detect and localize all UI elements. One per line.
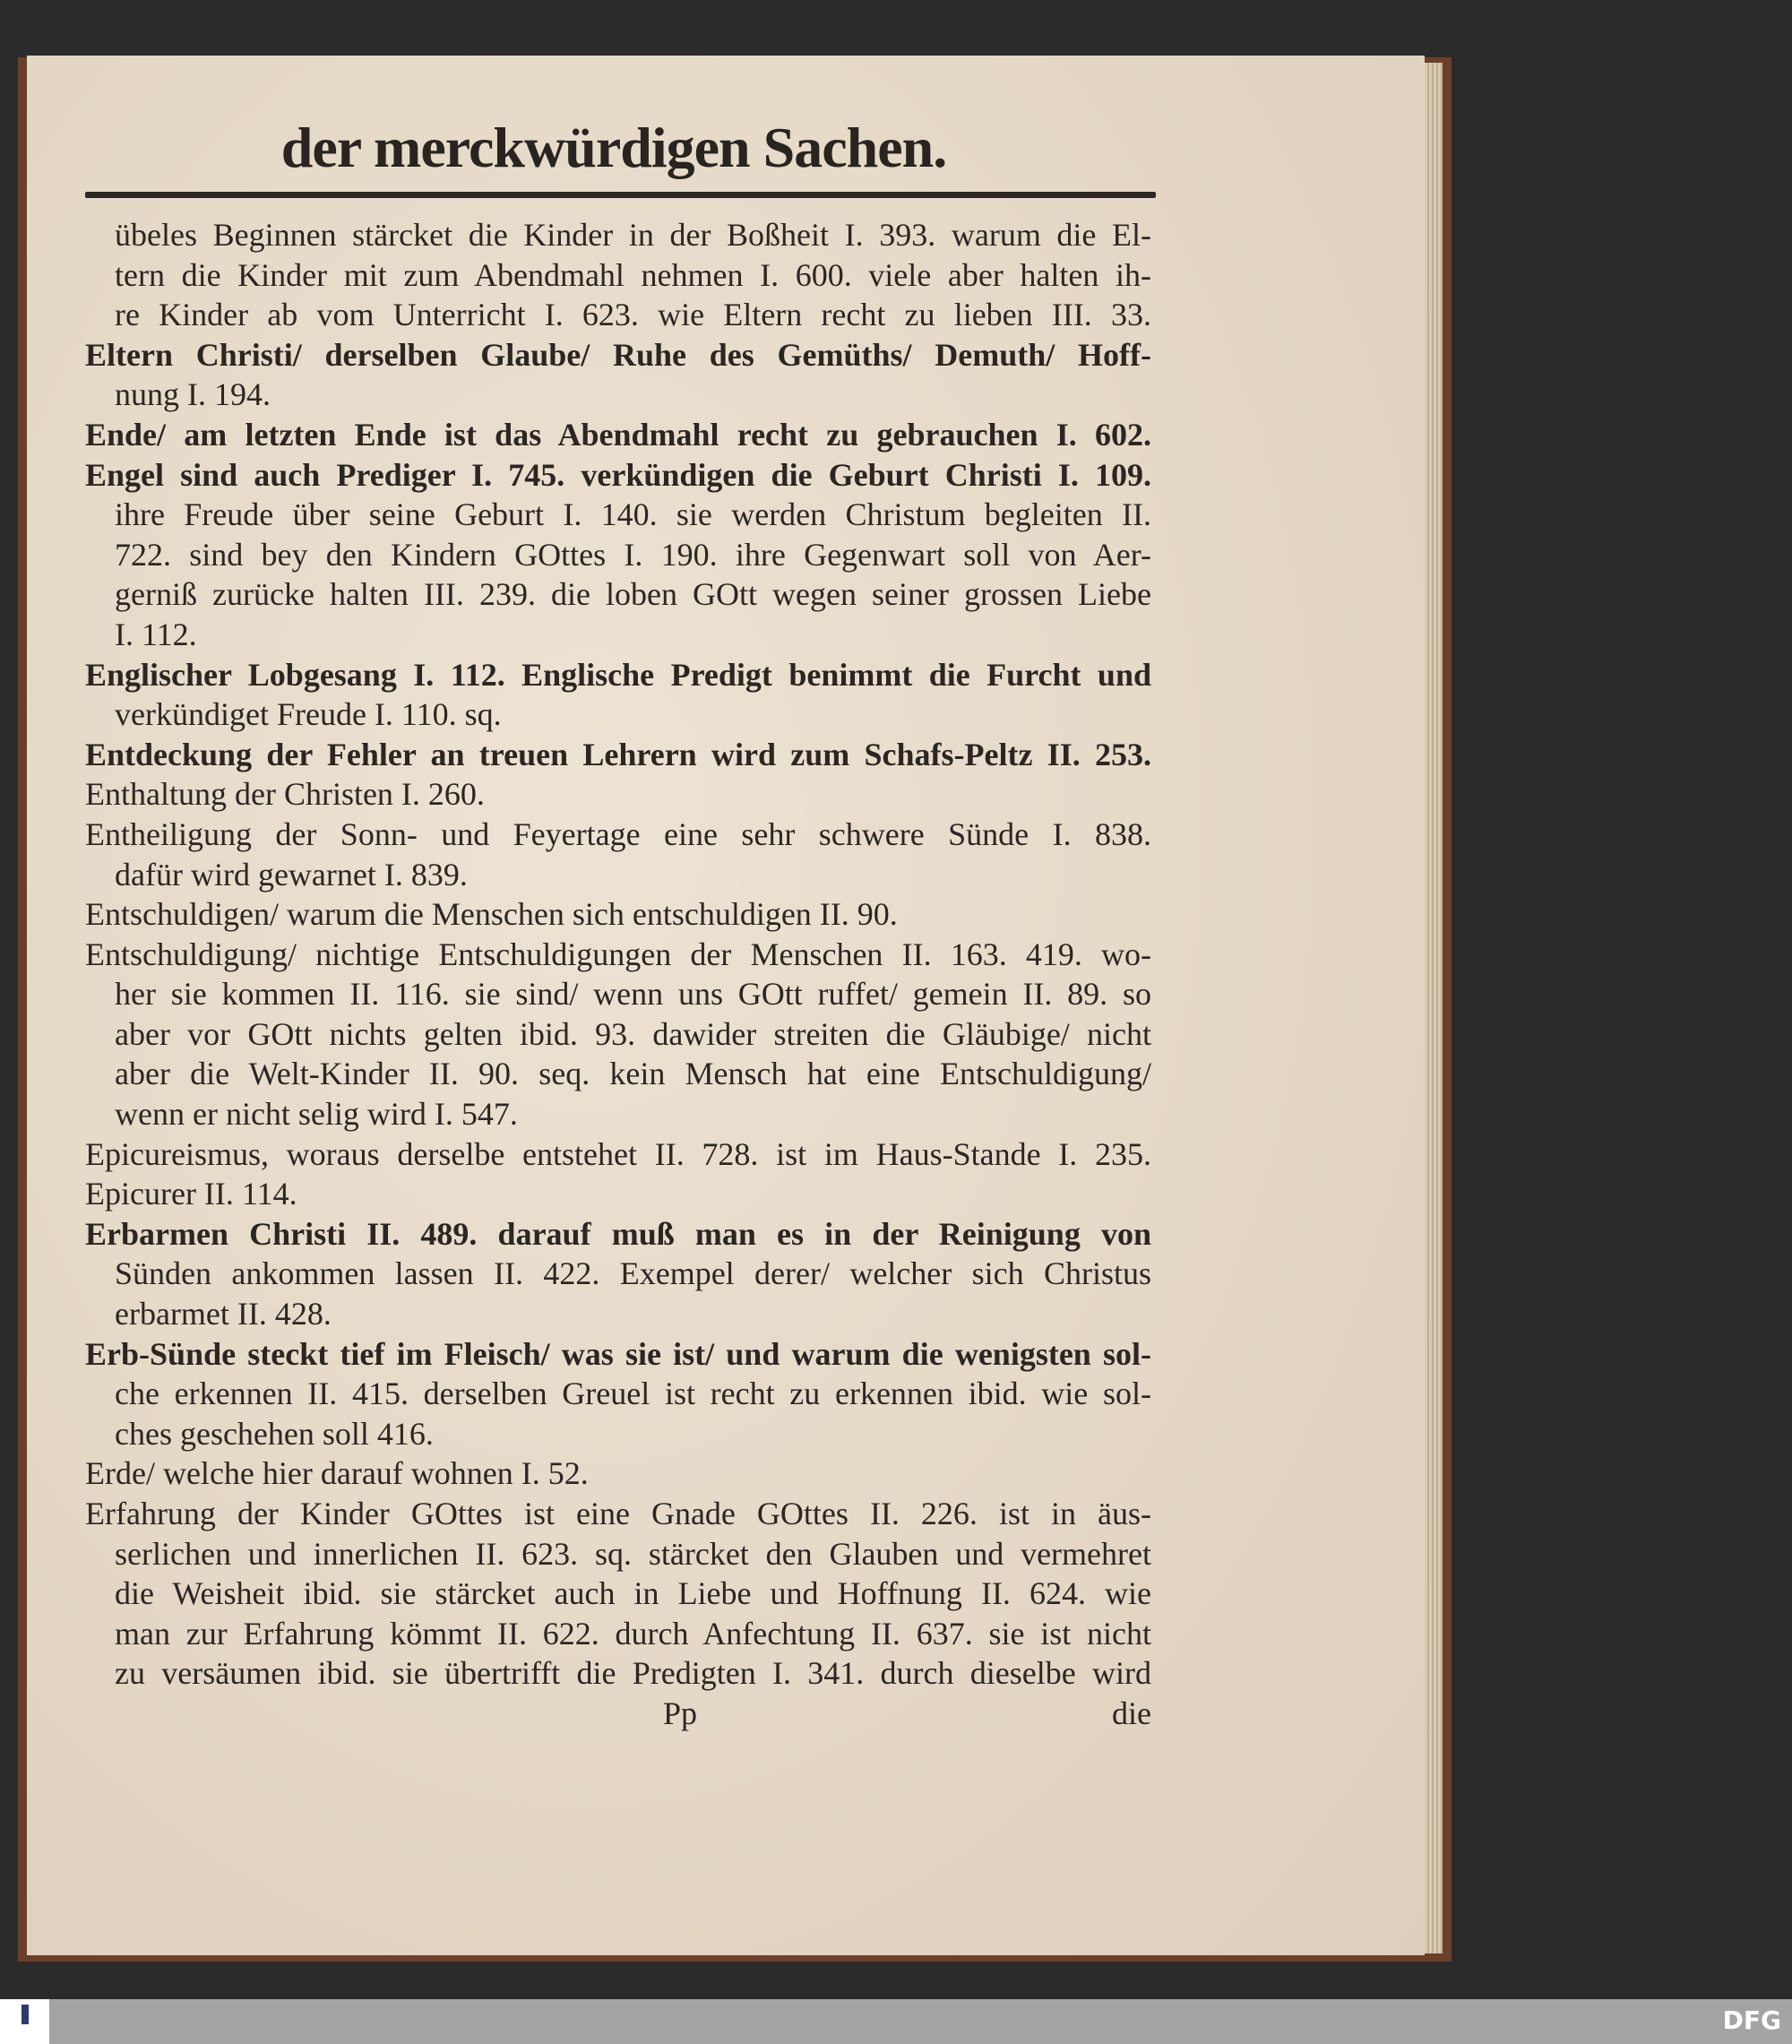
index-line: her sie kommen II. 116. sie sind/ wenn uns GOtt ruffet/ gemein II. 89. so (115, 976, 1151, 1013)
index-line: die Weisheit ibid. sie stärcket auch in Liebe und Hoffnung II. 624. wie (115, 1575, 1151, 1612)
index-line: wenn er nicht selig wird I. 547. (115, 1096, 518, 1133)
index-line: tern die Kinder mit zum Abendmahl nehmen I. 600. viele aber halten ih- (115, 256, 1151, 293)
index-line: aber die Welt-Kinder II. 90. seq. kein Mensch hat eine Entschuldigung/ (115, 1056, 1151, 1092)
index-line: che erkennen II. 415. derselben Greuel ist recht zu erkennen ibid. wie sol- (115, 1376, 1151, 1412)
index-line: Engel sind auch Prediger I. 745. verkündigen die Geburt Christi I. 109. (85, 456, 1151, 493)
index-line: Entdeckung der Fehler an treuen Lehrern wird zum Schafs-Peltz II. 253. (85, 736, 1151, 772)
index-line: Englischer Lobgesang I. 112. Englische Predigt benimmt die Furcht und (85, 656, 1151, 693)
statue-icon (22, 2005, 29, 2024)
viewer-bottom-bar (0, 1999, 1792, 2044)
index-line: Ende/ am letzten Ende ist das Abendmahl recht zu gebrauchen I. 602. (85, 416, 1151, 453)
index-line: Entschuldigung/ nichtige Entschuldigungen der Menschen II. 163. 419. wo- (85, 936, 1151, 972)
index-line: ches geschehen soll 416. (115, 1415, 434, 1452)
dfg-logo[interactable]: DFG (1722, 2005, 1781, 2035)
index-line: gerniß zurücke halten III. 239. die loben GOtt wegen seiner grossen Liebe (115, 576, 1151, 613)
index-text (85, 215, 1151, 1734)
index-line: Erbarmen Christi II. 489. darauf muß man es in der Reinigung von (85, 1215, 1151, 1252)
index-line: übeles Beginnen stärcket die Kinder in der Boßheit I. 393. warum die El- (115, 217, 1151, 253)
index-line: Enthaltung der Christen I. 260. (85, 776, 485, 813)
index-line: erbarmet II. 428. (115, 1296, 332, 1332)
index-line: Epicurer II. 114. (85, 1176, 297, 1212)
index-line: Entschuldigen/ warum die Menschen sich entschuldigen II. 90. (85, 896, 898, 933)
index-line: dafür wird gewarnet I. 839. (115, 856, 468, 893)
index-line: Entheiligung der Sonn- und Feyertage eine sehr schwere Sünde I. 838. (85, 815, 1151, 852)
institution-logo[interactable] (0, 1999, 49, 2044)
index-line: Erb-Sünde steckt tief im Fleisch/ was sie ist/ und warum die wenigsten sol- (85, 1335, 1151, 1372)
catchword: die (1112, 1695, 1151, 1731)
page-footer (85, 1694, 1151, 1734)
running-title: der merckwürdigen Sachen. (280, 116, 947, 179)
index-line: I. 112. (115, 616, 197, 652)
index-line: man zur Erfahrung kömmt II. 622. durch Anfechtung II. 637. sie ist nicht (115, 1615, 1151, 1652)
index-line: re Kinder ab vom Unterricht I. 623. wie Eltern recht zu lieben III. 33. (115, 297, 1151, 333)
index-line: Erde/ welche hier darauf wohnen I. 52. (85, 1455, 589, 1492)
index-line: Epicureismus, woraus derselbe entstehet II. 728. ist im Haus-Stande I. 235. (85, 1135, 1151, 1172)
index-line: aber vor GOtt nichts gelten ibid. 93. dawider streiten die Gläubige/ nicht (115, 1015, 1151, 1052)
header-rule (85, 192, 1156, 198)
index-line: Erfahrung der Kinder GOttes ist eine Gnade GOttes II. 226. ist in äus- (85, 1496, 1151, 1531)
signature-mark: Pp (663, 1695, 698, 1731)
index-line: verkündiget Freude I. 110. sq. (115, 696, 502, 733)
index-line: Sünden ankommen lassen II. 422. Exempel derer/ welcher sich Christus (115, 1255, 1151, 1292)
index-line: nung I. 194. (115, 376, 271, 413)
index-line: Eltern Christi/ derselben Glaube/ Ruhe des Gemüths/ Demuth/ Hoff- (85, 336, 1151, 373)
index-line: serlichen und innerlichen II. 623. sq. stärcket den Glauben und vermehret (115, 1535, 1151, 1572)
index-line: zu versäumen ibid. sie übertrifft die Predigten I. 341. durch dieselbe wird (115, 1655, 1151, 1692)
index-line: 722. sind bey den Kindern GOttes I. 190. ihre Gegenwart soll von Aer- (115, 536, 1151, 573)
index-line: ihre Freude über seine Geburt I. 140. sie werden Christum begleiten II. (115, 496, 1151, 533)
